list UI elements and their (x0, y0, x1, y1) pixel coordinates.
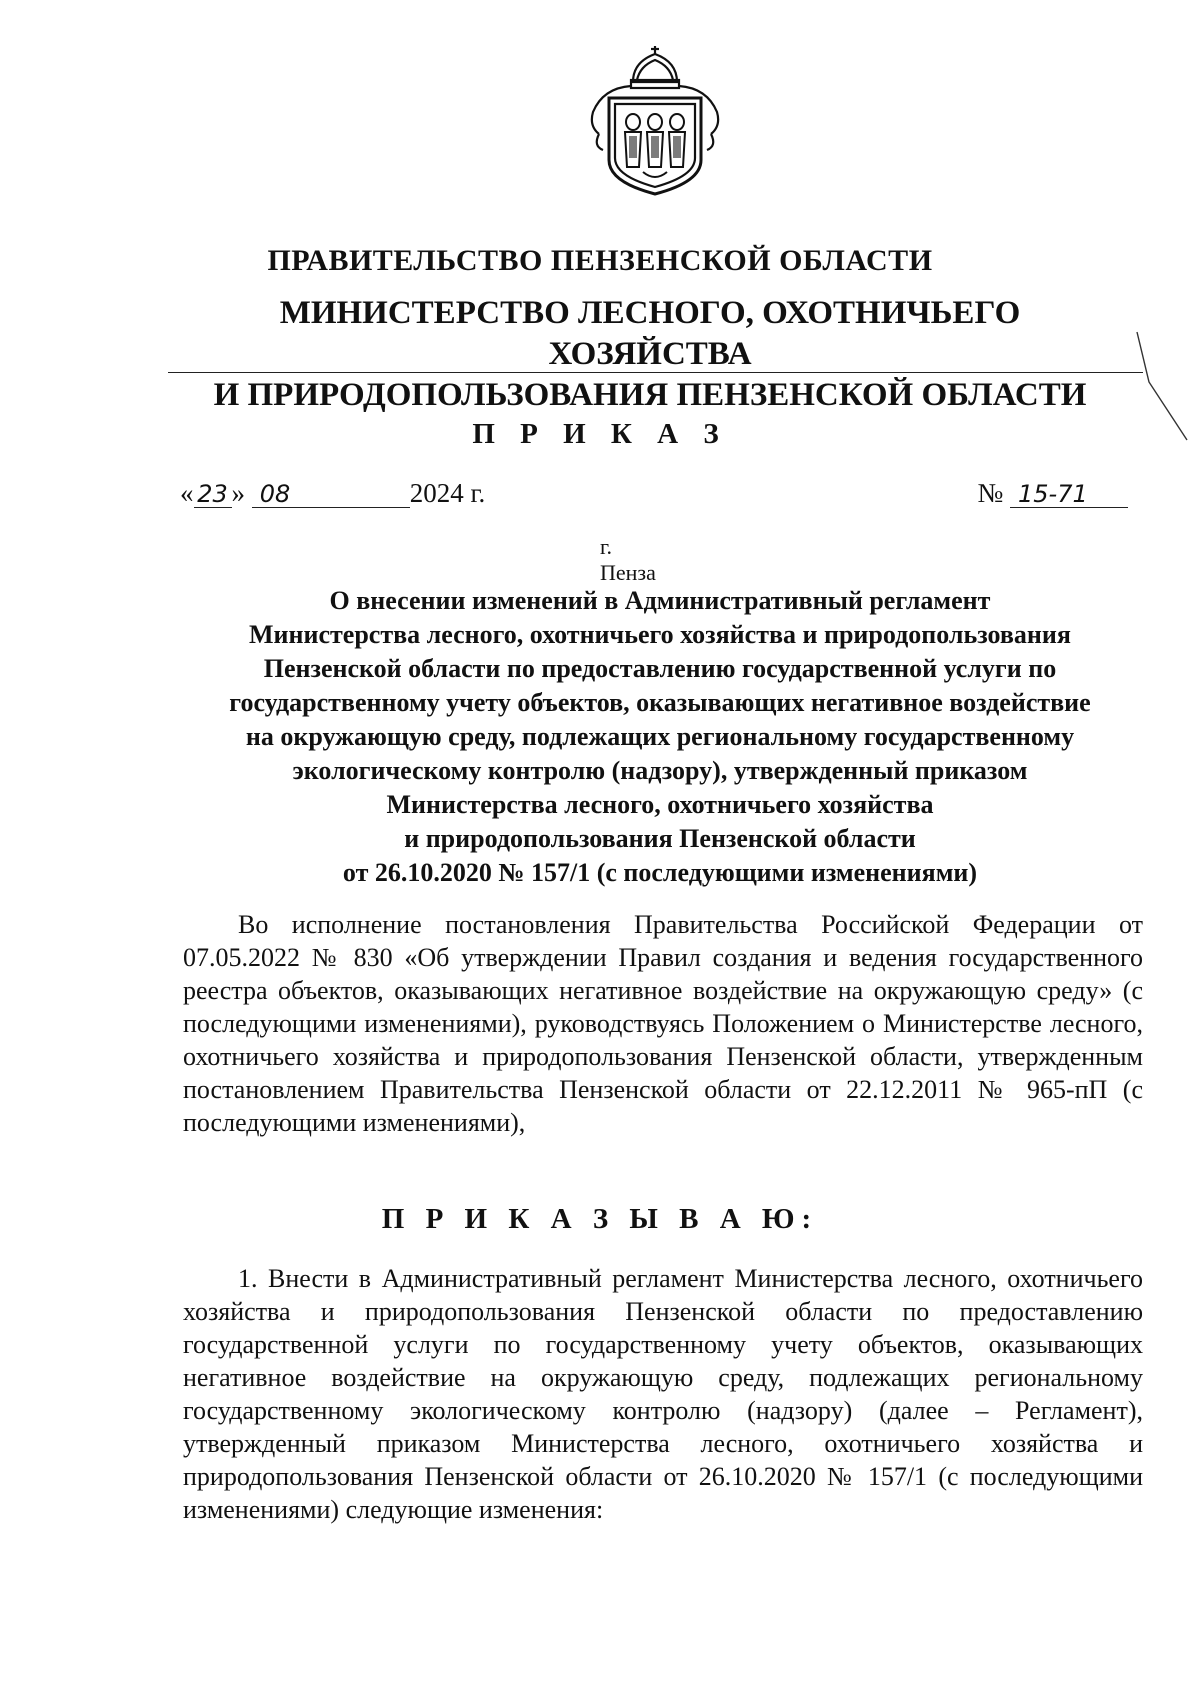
subject-line: экологическому контролю (надзору), утвержденный приказом (292, 756, 1028, 785)
city-name: г. Пенза (600, 534, 656, 585)
subject-line: и природопользования Пензенской области (404, 824, 916, 853)
document-type-title: П Р И К А З (472, 418, 728, 450)
subject-line: О внесении изменений в Административный регламент (329, 586, 991, 615)
order-date (180, 478, 485, 509)
date-day: 23 (194, 481, 232, 508)
date-year: 2024 г. (409, 478, 486, 508)
subject-line: от 26.10.2020 № 157/1 (с последующими изменениями) (342, 858, 978, 887)
date-open-quote: « (180, 478, 194, 508)
ministry-title-line-2: И ПРИРОДОПОЛЬЗОВАНИЯ ПЕНЗЕНСКОЙ ОБЛАСТИ (213, 377, 1087, 413)
date-close-quote: » (231, 478, 245, 508)
subject-line: Министерства лесного, охотничьего хозяйства (386, 790, 934, 819)
date-number-row (180, 478, 1140, 518)
item-1-paragraph: 1. Внести в Административный регламент Министерства лесного, охотничьего хозяйства и природопользования Пензенской области по предоставлению государственной услуги по государственному учету объектов, оказывающих негативное воздействие на окружающую среду, подлежащих региональному государственному экологическому контролю (надзору) (далее – Регламент), утвержденный приказом Министерства лесного, охотничьего хозяйства и природопользования Пензенской области от 26.10.2020 № 157/1 (с последующими изменениями) следующие изменения: (183, 1264, 1143, 1524)
preamble-paragraph: Во исполнение постановления Правительства Российской Федерации от 07.05.2022 № 830 «Об утверждении Правил создания и ведения государственного реестра объектов, оказывающих негативное воздействие на окружающую среду» (с последующими изменениями), руководствуясь Положением о Министерстве лесного, охотничьего хозяйства и природопользования Пензенской области, утвержденным постановлением Правительства Пензенской области от 22.12.2011 № 965-пП (с последующими изменениями), (183, 910, 1143, 1137)
subject-line: на окружающую среду, подлежащих региональному государственному (245, 722, 1075, 751)
header-divider (168, 372, 1143, 373)
order-subject (180, 584, 1140, 890)
order-heading: П Р И К А З Ы В А Ю: (381, 1203, 819, 1235)
subject-line: Министерства лесного, охотничьего хозяйства и природопользования (249, 620, 1071, 649)
number-label: № (977, 478, 1004, 508)
government-title: ПРАВИТЕЛЬСТВО ПЕНЗЕНСКОЙ ОБЛАСТИ (267, 244, 933, 277)
ministry-title-line-1: МИНИСТЕРСТВО ЛЕСНОГО, ОХОТНИЧЬЕГО ХОЗЯЙСТВА (279, 295, 1021, 372)
order-number (977, 478, 1128, 509)
number-value: 15-71 (1010, 481, 1128, 508)
ministry-title (180, 293, 1120, 416)
subject-line: Пензенской области по предоставлению государственной услуги по (263, 654, 1057, 683)
coat-of-arms-icon (585, 42, 725, 200)
subject-line: государственному учету объектов, оказывающих негативное воздействие (229, 688, 1091, 717)
date-month: 08 (252, 481, 410, 508)
